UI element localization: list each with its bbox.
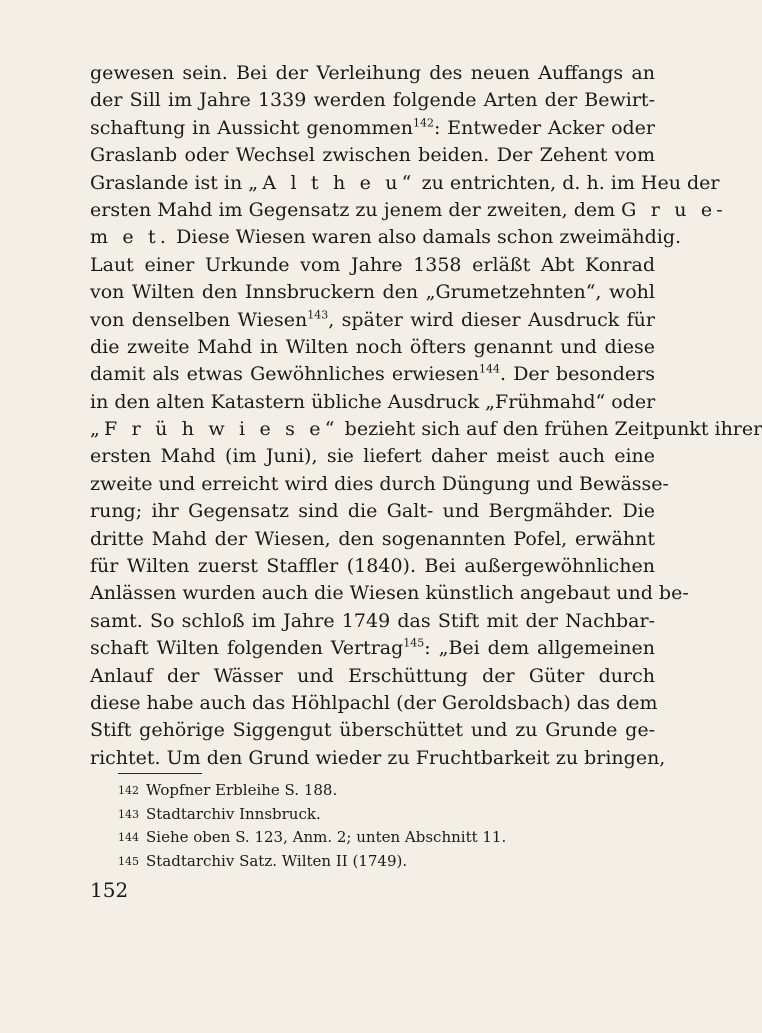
footnote [118, 803, 638, 827]
text-span: . Der besonders [500, 363, 655, 386]
text-line [90, 361, 655, 388]
text-span: Graslande ist in [90, 171, 243, 194]
footnote [118, 779, 638, 803]
text-span: auf den frühen Zeitpunkt ihrer [466, 418, 762, 441]
footnote-text: Stadtarchiv Innsbruck. [146, 804, 321, 823]
text-line: dritte Mahd der Wiesen, den sogenannten Pofel, erwähnt [90, 527, 655, 550]
text-line [90, 635, 655, 662]
text-line: samt. So schloß im Jahre 1749 das Stift mit der Nachbar- [90, 609, 655, 632]
text-span: von denselben Wiesen [90, 308, 308, 331]
text-span: : Entweder Acker oder [433, 116, 656, 139]
emphasized-word: G r u e- [621, 198, 727, 221]
text-span: damit als etwas Gewöhnliches erwiesen [90, 363, 479, 386]
text-line [90, 224, 682, 251]
footnote-text: Stadtarchiv Satz. Wilten II (1749). [146, 851, 408, 870]
text-span: : „Bei dem allgemeinen [424, 637, 655, 660]
text-line [90, 307, 655, 334]
text-line: für Wilten zuerst Staffler (1840). Bei außergewöhnlichen [90, 555, 655, 578]
text-span: Diese Wiesen waren also damals schon zweimähdig. [176, 226, 682, 249]
footnotes [118, 779, 638, 873]
text-line: von Wilten den Innsbruckern den „Grumetzehnten“, wohl [90, 281, 655, 304]
footnote-divider [118, 773, 202, 774]
text-line: Graslanb oder Wechsel zwischen beiden. Der Zehent vom [90, 144, 655, 167]
footnote-text: Wopfner Erbleihe S. 188. [146, 781, 338, 799]
text-line: ersten Mahd (im Juni), sie liefert daher meist auch eine [90, 445, 655, 468]
text-line: zweite und erreicht wird dies durch Düngung und Bewässe- [90, 472, 669, 495]
text-line: Anlauf der Wässer und Erschüttung der Güter durch [90, 664, 655, 687]
footnote-text: Siehe oben S. 123, Anm. 2; unten Abschnitt 11. [146, 828, 507, 846]
text-line: rung; ihr Gegensatz sind die Galt- und Bergmähder. Die [90, 500, 655, 523]
text-span: , später wird dieser Ausdruck für [328, 308, 655, 331]
text-line: der Sill im Jahre 1339 werden folgende Arten der Bewirt- [90, 89, 655, 112]
text-span: schaft Wilten folgenden Vertrag [90, 637, 404, 660]
text-line [90, 115, 655, 142]
footnote-number: 145 [118, 854, 139, 868]
text-span: ersten Mahd im Gegensatz zu jenem der zweiten, dem [90, 198, 616, 221]
footnote [118, 826, 638, 850]
text-line: Laut einer Urkunde vom Jahre 1358 erläßt Abt Konrad [90, 253, 655, 276]
text-line: gewesen sein. Bei der Verleihung des neuen Auffangs an [90, 62, 655, 84]
emphasized-word: „A l t h e u“ [248, 171, 416, 194]
footnote-ref: 144 [479, 362, 500, 376]
footnote-number: 144 [118, 831, 139, 844]
footnote-number: 143 [118, 807, 139, 821]
body-text [90, 60, 762, 772]
footnote-ref: 145 [403, 636, 425, 650]
footnote [118, 850, 638, 874]
text-line [90, 170, 720, 197]
text-line [90, 416, 762, 443]
emphasized-word: m e t. [90, 226, 171, 249]
page-number: 152 [90, 878, 129, 902]
text-line: diese habe auch das Höhlpachl (der Geroldsbach) das dem [90, 691, 658, 714]
text-line: in den alten Katastern übliche Ausdruck „Frühmahd“ oder [90, 390, 656, 413]
emphasized-word: „F r ü h w i e s e“ [90, 418, 339, 441]
footnote-ref: 143 [307, 308, 329, 322]
text-line: Anlässen wurden auch die Wiesen künstlich angebaut und be- [90, 582, 689, 605]
footnote-ref: 142 [412, 116, 434, 130]
text-line: richtet. Um den Grund wieder zu Fruchtbarkeit zu bringen, [90, 746, 666, 769]
text-line: die zweite Mahd in Wilten noch öfters genannt und diese [90, 335, 655, 358]
text-span: bezieht sich [338, 418, 461, 441]
text-span: schaftung in Aussicht genommen [90, 116, 413, 139]
text-line: Stift gehörige Siggengut überschüttet und zu Grunde ge- [90, 719, 655, 742]
footnote-number: 142 [118, 784, 139, 797]
text-line [90, 197, 727, 224]
text-span: zu entrichten, d. h. im Heu der [415, 171, 720, 194]
